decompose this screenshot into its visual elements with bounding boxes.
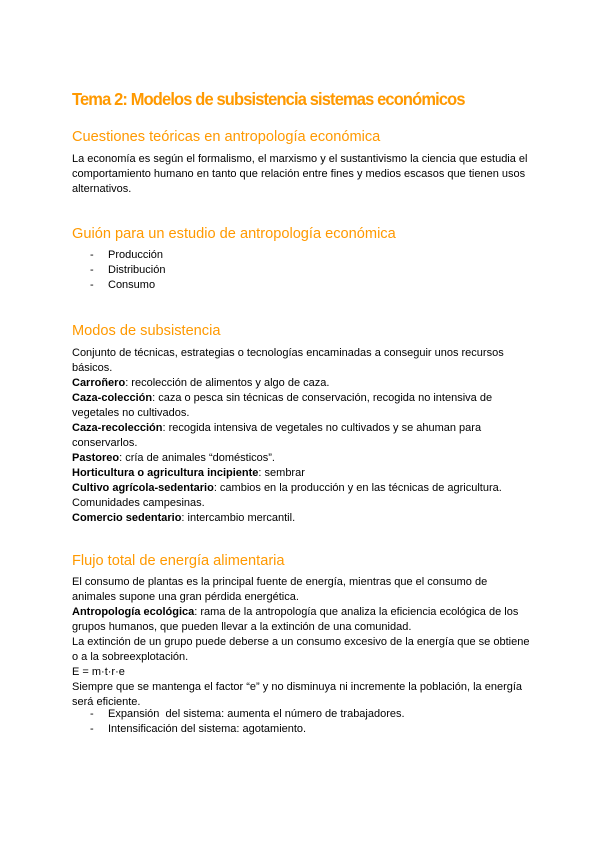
definition-comercio <box>72 511 532 526</box>
list-item-text: Expansión del sistema: aumenta el número de trabajadores. <box>108 708 405 720</box>
modos-body <box>72 346 532 526</box>
bullet-dash: - <box>90 249 94 261</box>
list-item-text: Consumo <box>108 279 156 291</box>
definition-text: : sembrar <box>258 467 305 479</box>
bullet-dash: - <box>90 723 94 735</box>
definition-pastoreo <box>72 451 532 466</box>
section-heading-flujo: Flujo total de energía alimentaria <box>72 553 285 569</box>
flujo-ecologica-definition <box>72 605 532 635</box>
definition-caza-coleccion <box>72 391 532 421</box>
section-heading-modos: Modos de subsistencia <box>72 323 221 339</box>
definition-term: Comercio sedentario <box>72 512 182 524</box>
guion-bullet-list <box>90 248 165 293</box>
definition-text: : rama de la antropología que analiza la eficiencia ecológica de los grupos humanos, que pueden llevar a la extinción de una comunidad. <box>72 606 519 633</box>
list-item-text: Producción <box>108 249 164 261</box>
flujo-paragraph-1: El consumo de plantas es la principal fuente de energía, mientras que el consumo de animales supone una gran pérdida energética. <box>72 576 488 603</box>
definition-term: Caza-recolección <box>72 422 163 434</box>
definition-text: : caza o pesca sin técnicas de conservación, recogida no intensiva de vegetales no cultivados. <box>72 392 493 419</box>
bullet-dash: - <box>90 708 94 720</box>
energy-formula: E = m·t·r·e <box>72 666 125 678</box>
section-heading-guion: Guión para un estudio de antropología económica <box>72 226 396 242</box>
definition-term: Carroñero <box>72 377 126 389</box>
document-title: Tema 2: Modelos de subsistencia sistemas económicos <box>72 89 465 109</box>
flujo-body <box>72 575 532 710</box>
definition-carronero <box>72 376 532 391</box>
definition-term: Caza-colección <box>72 392 153 404</box>
section-paragraph-cuestiones: La economía es según el formalismo, el marxismo y el sustantivismo la ciencia que estudia el comportamiento humano en tanto que relación entre fines y medios escasos que tienen usos alternativos. <box>72 153 528 195</box>
list-item <box>90 278 165 293</box>
list-item <box>90 248 165 263</box>
definition-caza-recoleccion <box>72 421 532 451</box>
definition-horticultura <box>72 466 532 481</box>
definition-text: : recolección de alimentos y algo de caza. <box>125 377 330 389</box>
list-item <box>90 263 165 278</box>
definition-term: Pastoreo <box>72 452 120 464</box>
definition-term: Horticultura o agricultura incipiente <box>72 467 259 479</box>
modos-intro: Conjunto de técnicas, estrategias o tecnologías encaminadas a conseguir unos recursos básicos. <box>72 347 504 374</box>
list-item <box>90 722 405 737</box>
bullet-dash: - <box>90 264 94 276</box>
section-heading-cuestiones: Cuestiones teóricas en antropología económica <box>72 129 381 145</box>
definition-text: : recogida intensiva de vegetales no cultivados y se ahuman para conservarlos. <box>72 422 482 449</box>
flujo-paragraph-3: Siempre que se mantenga el factor “e” y no disminuya ni incremente la población, la energía será eficiente. <box>72 681 523 708</box>
flujo-bullet-list <box>90 707 405 737</box>
definition-term: Cultivo agrícola-sedentario <box>72 482 214 494</box>
definition-text: : cambios en la producción y en las técnicas de agricultura. Comunidades campesinas. <box>72 482 502 509</box>
list-item <box>90 707 405 722</box>
list-item-text: Intensificación del sistema: agotamiento. <box>108 723 307 735</box>
bullet-dash: - <box>90 279 94 291</box>
definition-text: : intercambio mercantil. <box>181 512 296 524</box>
definition-term: Antropología ecológica <box>72 606 195 618</box>
flujo-paragraph-2: La extinción de un grupo puede deberse a un consumo excesivo de la energía que se obtiene o a la sobreexplotación. <box>72 636 530 663</box>
definition-cultivo <box>72 481 532 511</box>
list-item-text: Distribución <box>108 264 166 276</box>
definition-text: : cría de animales “domésticos”. <box>119 452 275 464</box>
